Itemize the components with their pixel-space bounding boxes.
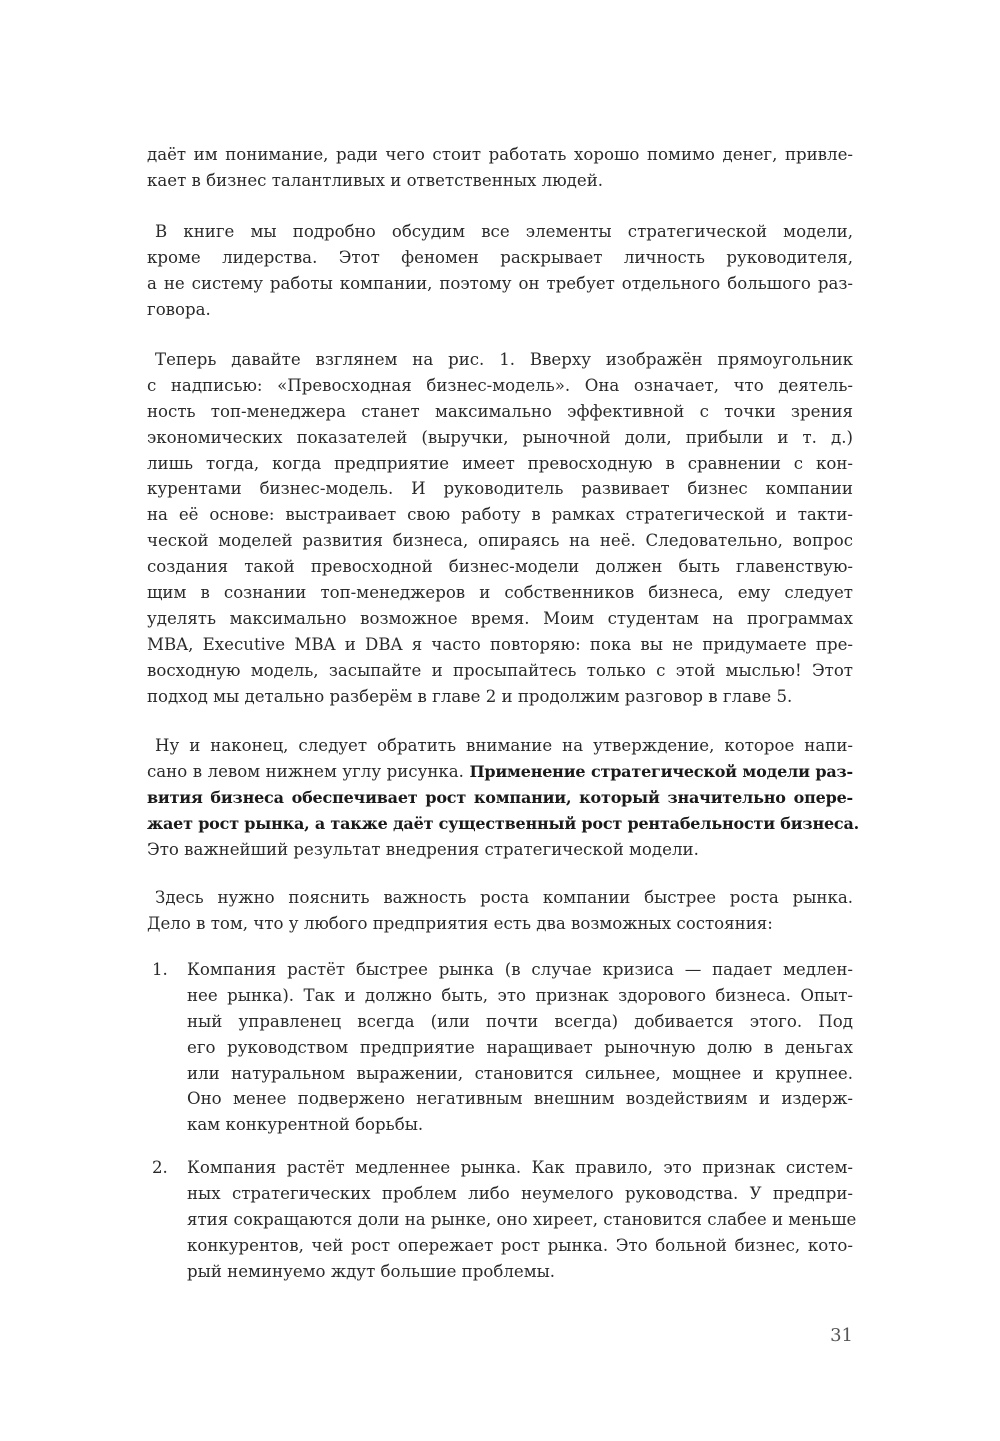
- text-line: Оно менее подвержено негативным внешним воздействиям и издерж-: [187, 1089, 853, 1109]
- list-number: 2.: [152, 1158, 168, 1177]
- text-line: рый неминуемо ждут большие проблемы.: [187, 1261, 556, 1281]
- list-number: 1.: [152, 960, 168, 979]
- text-line: на её основе: выстраивает свою работу в рамках стратегической и такти-: [147, 505, 853, 525]
- text-line: создания такой превосходной бизнес-модели должен быть главенствую-: [147, 557, 853, 577]
- text-line: с надписью: «Превосходная бизнес-модель». Она означает, что деятель-: [147, 375, 853, 395]
- text-line: конкурентов, чей рост опережает рост рынка. Это больной бизнес, кото-: [187, 1235, 853, 1255]
- text-line: лишь тогда, когда предприятие имеет превосходную в сравнении с кон-: [147, 453, 853, 473]
- text-bold-emphasis: жает рост рынка, а также даёт существенный рост рентабельности бизнеса.: [147, 813, 860, 833]
- text-line: кает в бизнес талантливых и ответственных людей.: [147, 170, 604, 190]
- text-line: [147, 811, 860, 837]
- text-line: уделять максимально возможное время. Моим студентам на программах: [147, 608, 853, 628]
- text-bold-emphasis: Применение стратегической модели раз-: [469, 761, 853, 781]
- text-line: подход мы детально разберём в главе 2 и продолжим разговор в главе 5.: [147, 686, 793, 706]
- text-line: ных стратегических проблем либо неумелого руководства. У предпри-: [187, 1183, 853, 1203]
- text-line: [147, 759, 853, 785]
- text-line: ный управленец всегда (или почти всегда) добивается этого. Под: [187, 1011, 853, 1031]
- text-line: даёт им понимание, ради чего стоит работать хорошо помимо денег, привле-: [147, 145, 853, 164]
- text-line: Компания растёт медленнее рынка. Как правило, это признак систем-: [187, 1158, 853, 1177]
- page-number: 31: [830, 1325, 853, 1346]
- text-line: Теперь давайте взглянем на рис. 1. Вверху изображён прямоугольник: [155, 350, 853, 369]
- text-line: а не систему работы компании, поэтому он требует отдельного большого раз-: [147, 273, 853, 293]
- text-line: кам конкурентной борьбы.: [187, 1115, 424, 1135]
- text-line: говора.: [147, 299, 211, 319]
- text-normal: сано в левом нижнем углу рисунка.: [147, 761, 470, 781]
- text-bold-emphasis: вития бизнеса обеспечивает рост компании, который значительно опере-: [147, 787, 853, 807]
- text-line: [147, 837, 853, 863]
- text-line: щим в сознании топ-менеджеров и собственников бизнеса, ему следует: [147, 583, 853, 603]
- text-line: Компания растёт быстрее рынка (в случае кризиса — падает медлен-: [187, 960, 853, 979]
- text-line: нее рынка). Так и должно быть, это признак здорового бизнеса. Опыт-: [187, 985, 853, 1005]
- text-line: экономических показателей (выручки, рыночной доли, прибыли и т. д.): [147, 427, 853, 447]
- text-line: Здесь нужно пояснить важность роста компании быстрее роста рынка.: [155, 888, 853, 907]
- text-normal: Это важнейший результат внедрения стратегической модели.: [147, 839, 699, 859]
- paragraph: [147, 347, 853, 709]
- text-line: ятия сокращаются доли на рынке, оно хиреет, становится слабее и меньше: [187, 1209, 857, 1229]
- text-normal: Ну и наконец, следует обратить внимание на утверждение, которое напи-: [155, 736, 853, 755]
- paragraph: [147, 885, 853, 937]
- text-line: восходную модель, засыпайте и просыпайтесь только с этой мыслью! Этот: [147, 660, 853, 680]
- list-text: [187, 1155, 857, 1284]
- text-line: или натуральном выражении, становится сильнее, мощнее и крупнее.: [187, 1063, 853, 1083]
- text-line: MBA, Executive MBA и DBA я часто повторяю: пока вы не придумаете пре-: [147, 634, 853, 654]
- text-line: В книге мы подробно обсудим все элементы стратегической модели,: [155, 222, 853, 241]
- text-line: [147, 785, 853, 811]
- text-line: ность топ-менеджера станет максимально эффективной с точки зрения: [147, 401, 853, 421]
- text-line: курентами бизнес-модель. И руководитель развивает бизнес компании: [147, 479, 853, 499]
- paragraph: [147, 733, 860, 862]
- text-line: кроме лидерства. Этот феномен раскрывает личность руководителя,: [147, 247, 853, 267]
- text-line: Дело в том, что у любого предприятия есть два возможных состояния:: [147, 913, 773, 933]
- text-line: [147, 733, 853, 759]
- list-text: [187, 957, 853, 1138]
- paragraph: [147, 142, 853, 194]
- text-line: ческой моделей развития бизнеса, опираясь на неё. Следовательно, вопрос: [147, 531, 853, 551]
- paragraph: [147, 219, 853, 323]
- text-line: его руководством предприятие наращивает рыночную долю в деньгах: [187, 1037, 853, 1057]
